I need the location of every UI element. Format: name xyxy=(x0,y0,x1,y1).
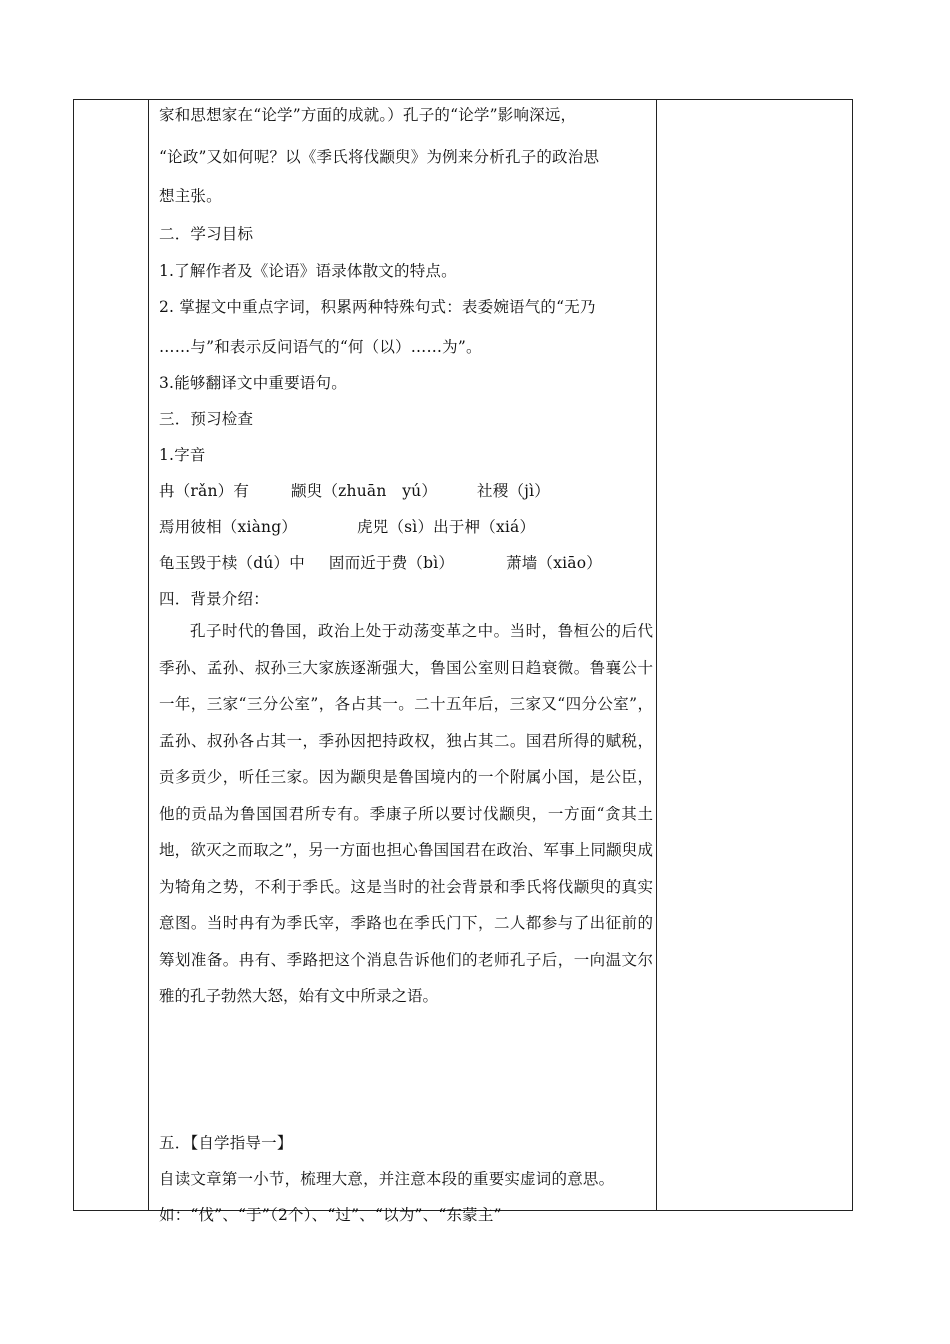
background-heading: 四．背景介绍： xyxy=(159,590,269,608)
pron-item: 冉（rǎn）有 xyxy=(159,482,250,500)
background-paragraph: 孔子时代的鲁国，政治上处于动荡变革之中。当时，鲁桓公的后代季孙、孟孙、叔孙三大家族逐渐强大，鲁国公室则日趋衰微。鲁襄公十一年，三家“三分公室”，各占其一。二十五年后，三家又“四分公室”，孟孙、叔孙各占其一，季孙因把持政权，独占其二。国君所得的赋税，贡多贡少，听任三家。因为颛臾是鲁国境内的一个附属小国，是公臣，他的贡品为鲁国国君所专有。季康子所以要讨伐颛臾，一方面“贪其土地，欲灭之而取之”，另一方面也担心鲁国国君在政治、军事上同颛臾成为犄角之势，不利于季氏。这是当时的社会背景和季氏将伐颛臾的真实意图。当时冉有为季氏宰，季路也在季氏门下，二人都参与了出征前的筹划准备。冉有、季路把这个消息告诉他们的老师孔子后，一向温文尔雅的孔子勃然大怒，始有文中所录之语。 xyxy=(159,622,653,1005)
main-column xyxy=(149,100,657,1224)
pron-item: 社稷（jì） xyxy=(477,482,551,500)
goal-item-2b: ……与”和表示反问语气的“何（以）……为”。 xyxy=(159,338,482,356)
pron-item: 龟玉毁于椟（dú）中 xyxy=(159,554,305,572)
goal-item-3: 3.能够翻译文中重要语句。 xyxy=(159,374,347,392)
lesson-table xyxy=(73,99,853,1224)
goals-heading: 二．学习目标 xyxy=(159,225,254,243)
guide-line-1: 自读文章第一小节，梳理大意，并注意本段的重要实虚词的意思。 xyxy=(159,1170,615,1188)
intro-line-1: 家和思想家在“论学”方面的成就。）孔子的“论学”影响深远， xyxy=(159,106,577,124)
guide-line-2: 如：“伐”、“于”（2个）、“过”、“以为”、“东蒙主” xyxy=(159,1206,502,1224)
goal-item-1: 1.了解作者及《论语》语录体散文的特点。 xyxy=(159,262,457,280)
pronunciation-row-1 xyxy=(159,479,550,501)
pron-item: 萧墙（xiāo） xyxy=(506,554,602,572)
intro-line-3: 想主张。 xyxy=(159,187,222,205)
goal-item-2a: 2. 掌握文中重点字词，积累两种特殊句式：表委婉语气的“无乃 xyxy=(159,298,596,316)
right-column xyxy=(656,100,852,1210)
intro-line-2: “论政”又如何呢？以《季氏将伐颛臾》为例来分析孔子的政治思 xyxy=(159,148,600,166)
pronunciation-row-3 xyxy=(159,551,602,573)
guide-heading: 五．【自学指导一】 xyxy=(159,1134,293,1152)
pron-item: 固而近于费（bì） xyxy=(328,554,455,572)
pronunciation-row-2 xyxy=(159,515,535,537)
pron-item: 虎兕（sì）出于柙（xiá） xyxy=(357,518,536,536)
preview-heading: 三．预习检查 xyxy=(159,410,254,428)
preview-sub: 1.字音 xyxy=(159,446,206,464)
pron-item: 颛臾（zhuān yú） xyxy=(291,482,438,500)
pron-item: 焉用彼相（xiàng） xyxy=(159,518,298,536)
left-column xyxy=(74,100,149,1210)
